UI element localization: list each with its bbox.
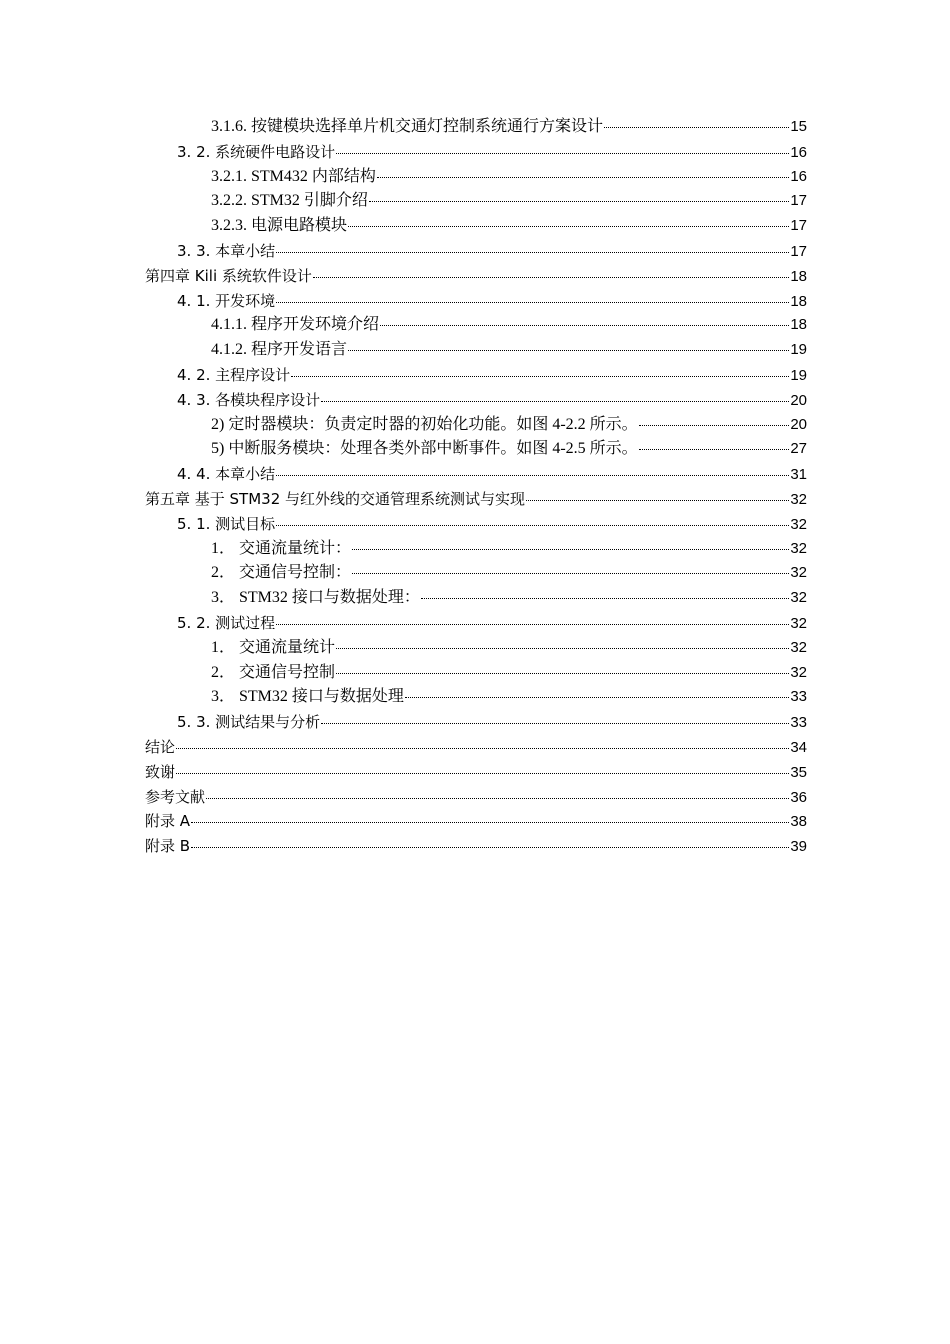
toc-entry-page: 33 — [790, 688, 807, 706]
toc-entry[interactable] — [145, 313, 807, 338]
toc-entry-title: 3.1.6. 按键模块选择单片机交通灯控制系统通行方案设计 — [211, 118, 604, 135]
toc-entry[interactable] — [145, 586, 807, 611]
toc-entry[interactable] — [145, 264, 807, 289]
toc-entry-title: 结论 — [145, 737, 176, 756]
toc-entry[interactable] — [145, 661, 807, 686]
toc-entry[interactable] — [145, 834, 807, 859]
dot-leader — [639, 425, 790, 426]
toc-entry[interactable] — [145, 140, 807, 165]
toc-entry-title: 参考文献 — [145, 787, 206, 806]
toc-entry-title: 4. 3. 各模块程序设计 — [177, 390, 321, 409]
dot-leader — [276, 624, 789, 625]
toc-entry-title: 4. 1. 开发环境 — [177, 291, 276, 310]
dot-leader — [336, 648, 789, 649]
toc-entry-title: 2) 定时器模块：负责定时器的初始化功能。如图 4-2.2 所示。 — [211, 415, 638, 433]
dot-leader — [276, 302, 789, 303]
dot-leader — [276, 475, 789, 476]
dot-leader — [176, 748, 789, 749]
toc-entry[interactable] — [145, 735, 807, 760]
dot-leader — [639, 449, 790, 450]
toc-entry-page: 18 — [790, 267, 807, 285]
toc-entry[interactable] — [145, 537, 807, 562]
toc-entry-title: 第五章 基于 STM32 与红外线的交通管理系统测试与实现 — [145, 489, 526, 508]
toc-entry-title: 3.2.1. STM432 内部结构 — [211, 167, 376, 185]
toc-entry[interactable] — [145, 611, 807, 636]
toc-entry[interactable] — [145, 710, 807, 735]
dot-leader — [369, 201, 789, 202]
toc-entry-title: 4.1.2. 程序开发语言 — [211, 341, 348, 359]
table-of-contents — [145, 115, 807, 859]
toc-entry-title: 5. 3. 测试结果与分析 — [177, 713, 321, 732]
toc-entry-title: 5. 1. 测试目标 — [177, 514, 276, 533]
toc-entry[interactable] — [145, 239, 807, 264]
dot-leader — [352, 549, 789, 550]
toc-entry[interactable] — [145, 338, 807, 363]
toc-entry-page: 32 — [790, 539, 807, 557]
toc-entry[interactable] — [145, 363, 807, 388]
toc-entry-title: 4. 4. 本章小结 — [177, 465, 276, 484]
dot-leader — [405, 697, 789, 698]
toc-entry-page: 32 — [790, 614, 807, 632]
toc-entry-page: 17 — [790, 192, 807, 210]
toc-entry[interactable] — [145, 636, 807, 661]
toc-entry-title: 3． STM32 接口与数据处理： — [211, 589, 420, 607]
toc-entry[interactable] — [145, 561, 807, 586]
toc-entry-page: 20 — [790, 415, 807, 433]
dot-leader — [313, 277, 789, 278]
toc-entry-page: 36 — [790, 788, 807, 806]
dot-leader — [191, 822, 789, 823]
dot-leader — [348, 226, 789, 227]
toc-entry-page: 32 — [790, 490, 807, 508]
toc-entry-page: 32 — [790, 589, 807, 607]
toc-entry-page: 32 — [790, 638, 807, 656]
dot-leader — [321, 401, 789, 402]
toc-entry-page: 15 — [790, 118, 807, 135]
toc-entry[interactable] — [145, 685, 807, 710]
toc-entry-title: 第四章 Kili 系统软件设计 — [145, 266, 312, 285]
dot-leader — [348, 350, 789, 351]
toc-entry-page: 34 — [790, 738, 807, 756]
toc-entry-title: 3． STM32 接口与数据处理 — [211, 688, 404, 706]
toc-entry-page: 31 — [790, 466, 807, 484]
toc-entry-title: 5) 中断服务模块：处理各类外部中断事件。如图 4-2.5 所示。 — [211, 440, 638, 458]
dot-leader — [421, 598, 789, 599]
toc-entry-title: 2． 交通信号控制 — [211, 663, 336, 681]
toc-entry[interactable] — [145, 289, 807, 314]
toc-entry[interactable] — [145, 388, 807, 413]
toc-entry-page: 39 — [790, 838, 807, 856]
dot-leader — [380, 325, 789, 326]
dot-leader — [276, 525, 789, 526]
dot-leader — [206, 798, 789, 799]
toc-entry[interactable] — [145, 512, 807, 537]
toc-entry-title: 3.2.2. STM32 引脚介绍 — [211, 192, 368, 210]
toc-entry-title: 4.1.1. 程序开发环境介绍 — [211, 316, 380, 334]
toc-entry-title: 2． 交通信号控制： — [211, 564, 352, 582]
dot-leader — [336, 153, 789, 154]
dot-leader — [291, 376, 789, 377]
toc-entry[interactable] — [145, 413, 807, 438]
toc-entry[interactable] — [145, 437, 807, 462]
toc-entry-page: 16 — [790, 143, 807, 161]
dot-leader — [276, 252, 789, 253]
toc-entry-page: 19 — [790, 341, 807, 359]
dot-leader — [336, 673, 789, 674]
toc-entry[interactable] — [145, 809, 807, 834]
dot-leader — [176, 773, 789, 774]
toc-entry-page: 20 — [790, 391, 807, 409]
toc-entry-page: 27 — [790, 440, 807, 458]
toc-entry-page: 17 — [790, 242, 807, 260]
dot-leader — [526, 500, 789, 501]
dot-leader — [191, 847, 789, 848]
toc-entry-page: 18 — [790, 292, 807, 310]
toc-entry-page: 33 — [790, 714, 807, 732]
toc-entry-title: 1． 交通流量统计 — [211, 638, 336, 656]
toc-entry-page: 16 — [790, 167, 807, 185]
toc-entry-page: 32 — [790, 564, 807, 582]
toc-entry[interactable] — [145, 189, 807, 214]
toc-entry-title: 致谢 — [145, 762, 176, 781]
toc-entry-title: 3. 2. 系统硬件电路设计 — [177, 142, 336, 161]
toc-entry-title: 附录 B — [145, 837, 191, 856]
toc-entry[interactable] — [145, 487, 807, 512]
toc-entry[interactable] — [145, 785, 807, 810]
toc-entry-title: 3. 3. 本章小结 — [177, 241, 276, 260]
toc-entry[interactable] — [145, 165, 807, 190]
toc-entry[interactable] — [145, 462, 807, 487]
toc-entry[interactable] — [145, 760, 807, 785]
dot-leader — [352, 573, 789, 574]
dot-leader — [321, 723, 789, 724]
toc-entry-page: 19 — [790, 366, 807, 384]
toc-entry-title: 附录 A — [145, 812, 191, 831]
dot-leader — [604, 127, 789, 128]
toc-entry-page: 17 — [790, 217, 807, 235]
toc-entry-page: 32 — [790, 515, 807, 533]
toc-entry-title: 3.2.3. 电源电路模块 — [211, 217, 348, 235]
toc-entry[interactable] — [145, 214, 807, 239]
toc-entry-page: 32 — [790, 663, 807, 681]
toc-entry-title: 4. 2. 主程序设计 — [177, 365, 291, 384]
toc-entry-page: 38 — [790, 813, 807, 831]
toc-entry-page: 18 — [790, 316, 807, 334]
toc-entry-title: 1． 交通流量统计： — [211, 539, 352, 557]
dot-leader — [377, 177, 789, 178]
toc-entry[interactable] — [145, 115, 807, 140]
toc-entry-title: 5. 2. 测试过程 — [177, 613, 276, 632]
toc-entry-page: 35 — [790, 763, 807, 781]
